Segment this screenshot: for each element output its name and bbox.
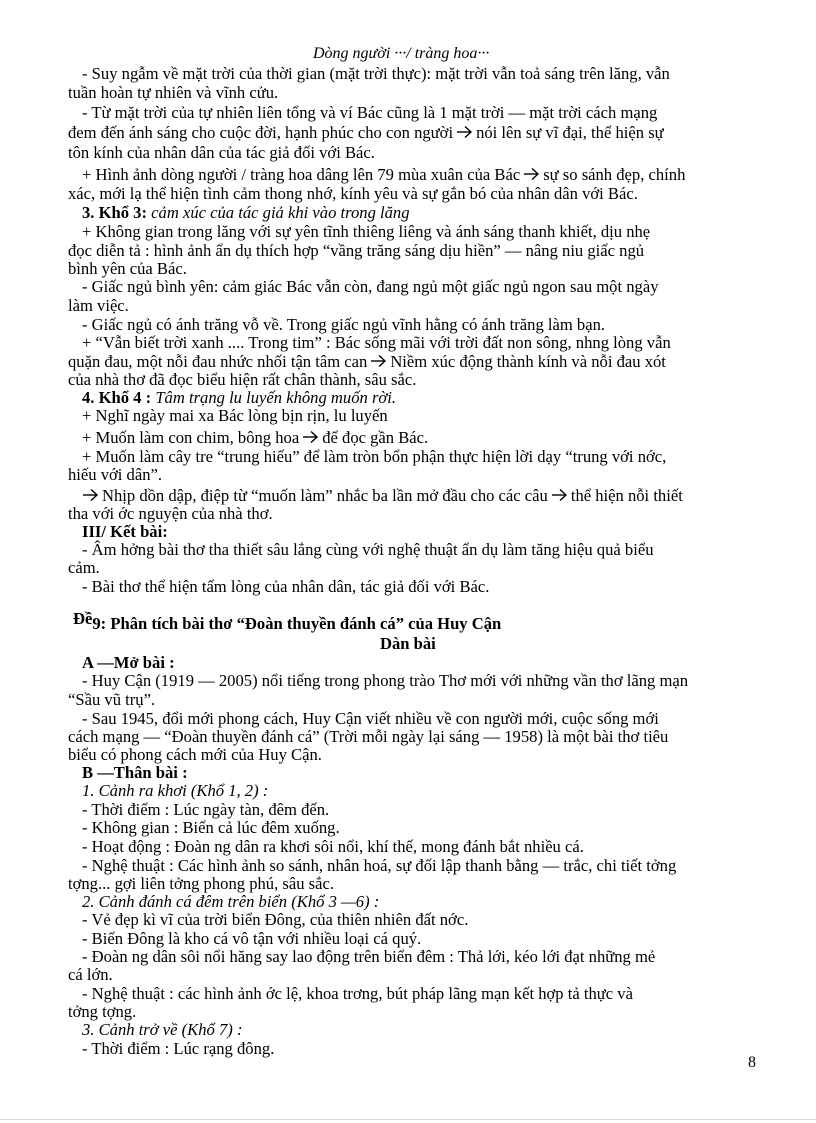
text-line [68,123,664,143]
text-span: + Muốn làm con chim, bông hoa [82,428,300,447]
text-line: - Bài thơ thể hiện tấm lòng của nhân dân, tác giả đối với Bác. [82,577,490,596]
text-line: - Không gian : Biển cả lúc đêm xuống. [82,818,340,837]
text-line: - Nghệ thuật : Các hình ảnh so sánh, nhân hoá, sự đối lập thanh bằng — trắc, chi tiết tởng [82,856,677,875]
text-line: cách mạng — “Đoàn thuyền đánh cá” (Trời mỗi ngày lại sáng — 1958) là một bài thơ tiêu [68,727,669,746]
text-line: - Âm hởng bài thơ tha thiết sâu lắng cùng với nghệ thuật ẩn dụ làm tăng hiệu quả biểu [82,540,654,559]
text-line: - Hoạt động : Đoàn ng dân ra khơi sôi nổi, khí thế, mong đánh bắt nhiều cá. [82,837,584,856]
text-line: của nhà thơ đã đọc biểu hiện rất chân thành, sâu sắc. [68,370,417,389]
running-header: Dòng người ···/ tràng hoa··· [313,45,490,62]
section-heading: III/ Kết bài: [82,522,168,541]
text-line: - Biển Đông là kho cá vô tận với nhiều loại cá quý. [82,929,422,948]
text-line: “Sầu vũ trụ”. [68,690,156,709]
arrow-right-icon [302,430,319,444]
subsection-number: 4. Khổ 4 : [82,388,152,407]
text-line: - Vẻ đẹp kì vĩ của trời biển Đông, của thiên nhiên đất nớc. [82,910,469,929]
subsection-heading: 2. Cảnh đánh cá đêm trên biển (Khổ 3 —6) : [82,892,380,911]
text-line: bình yên của Bác. [68,259,187,278]
text-line: tởng tợng. [68,1002,137,1021]
subsection-heading: 1. Cảnh ra khơi (Khổ 1, 2) : [82,781,269,800]
arrow-right-icon [370,354,387,368]
text-line: - Huy Cận (1919 — 2005) nổi tiếng trong phong trào Thơ mới với những vần thơ lãng mạn [82,671,689,690]
text-line: - Nghệ thuật : các hình ảnh ớc lệ, khoa trơng, bút pháp lãng mạn kết hợp tả thực và [82,984,633,1003]
section-heading: A —Mở bài : [82,653,175,672]
text-line: + Không gian trong lăng với sự yên tĩnh thiêng liêng và ánh sáng thanh khiết, dịu nhẹ [82,222,651,241]
outline-subtitle: Dàn bài [380,634,436,653]
text-span: Nhịp dồn dập, điệp từ “muốn làm” nhắc ba lần mở đầu cho các câu [102,486,548,505]
text-span: sự so sánh đẹp, chính [543,165,686,184]
subsection-title: Tâm trạng lu luyến không muốn rời. [155,388,397,407]
text-line: làm việc. [68,296,129,315]
text-span: thể hiện nỗi thiết [570,486,683,505]
text-line: cá lớn. [68,965,113,984]
text-line: + Muốn làm cây tre “trung hiếu” để làm tròn bổn phận thực hiện lời dạy “trung với nớc, [82,447,667,466]
arrow-right-icon [551,488,568,502]
text-line: - Thời điểm : Lúc ngày tàn, đêm đến. [82,800,330,819]
text-span: + Hình ảnh dòng người / tràng hoa dâng lên 79 mùa xuân của Bác [82,165,521,184]
section-heading: B —Thân bài : [82,763,188,782]
text-line: - Đoàn ng dân sôi nổi hăng say lao động trên biển đêm : Thả lới, kéo lới đạt những mẻ [82,947,656,966]
text-line [68,352,666,372]
text-line: hiếu với dân”. [68,465,163,484]
text-line: - Từ mặt trời của tự nhiên liên tổng và ví Bác cũng là 1 mặt trời — mặt trời cách mạng [82,103,658,122]
text-line: - Suy ngẫm về mặt trời của thời gian (mặt trời thực): mặt trời vẫn toả sáng trên lăng, vẫn [82,64,670,83]
text-line: + Nghĩ ngày mai xa Bác lòng bịn rịn, lu luyến [82,406,388,425]
text-line: tuần hoàn tự nhiên và vĩnh cửu. [68,83,279,102]
essay-prompt-title [73,609,502,634]
page-bottom-rule [0,1119,816,1120]
arrow-right-icon [523,167,540,181]
text-span: nói lên sự vĩ đại, thể hiện sự [476,123,664,142]
text-line: tôn kính của nhân dân của tác giả đối với Bác. [68,143,375,162]
text-span: quặn đau, một nỗi đau nhức nhối tận tâm can [68,352,368,371]
subsection-title: cảm xúc của tác giả khi vào trong lăng [151,203,410,222]
text-line [82,428,428,448]
prompt-text: 9: Phân tích bài thơ “Đoàn thuyền đánh cá” của Huy Cận [92,614,502,633]
text-line [82,486,683,506]
subsection-heading [82,203,410,223]
text-span: để đọc gần Bác. [322,428,429,447]
subsection-heading: 3. Cảnh trở về (Khổ 7) : [82,1020,243,1039]
text-line: biểu có phong cách mới của Huy Cận. [68,745,322,764]
text-line: tợng... gợi liên tởng phong phú, sâu sắc. [68,874,334,893]
text-line: tha với ớc nguyện của nhà thơ. [68,504,273,523]
text-line: - Giấc ngủ bình yên: cảm giác Bác vẫn còn, đang ngủ một giấc ngủ ngon sau một ngày [82,277,659,296]
text-span: Niềm xúc động thành kính và nỗi đau xót [390,352,666,371]
text-line: + “Vẫn biết trời xanh .... Trong tim” : Bác sống mãi với trời đất non sông, nhng lòng vẫn [82,333,671,352]
prompt-label: Đề [73,609,93,628]
text-line: cảm. [68,558,100,577]
page-number: 8 [748,1054,756,1071]
text-line: xác, mới lạ thể hiện tình cảm thong nhớ, kính yêu và sự gắn bó của nhân dân với Bác. [68,184,638,203]
text-line: - Giấc ngủ có ánh trăng vỗ về. Trong giấc ngủ vĩnh hằng có ánh trăng làm bạn. [82,315,606,334]
subsection-heading [82,388,396,408]
subsection-number: 3. Khổ 3: [82,203,147,222]
text-line [82,165,685,185]
arrow-right-icon [82,488,99,502]
text-line: đọc diễn tả : hình ảnh ẩn dụ thích hợp “vầng trăng sáng dịu hiền” — nâng niu giấc ngủ [68,241,645,260]
text-line: - Thời điểm : Lúc rạng đông. [82,1039,275,1058]
text-line: - Sau 1945, đổi mới phong cách, Huy Cận viết nhiều về con người mới, cuộc sống mới [82,709,659,728]
text-span: đem đến ánh sáng cho cuộc đời, hạnh phúc cho con người [68,123,454,142]
arrow-right-icon [456,125,473,139]
